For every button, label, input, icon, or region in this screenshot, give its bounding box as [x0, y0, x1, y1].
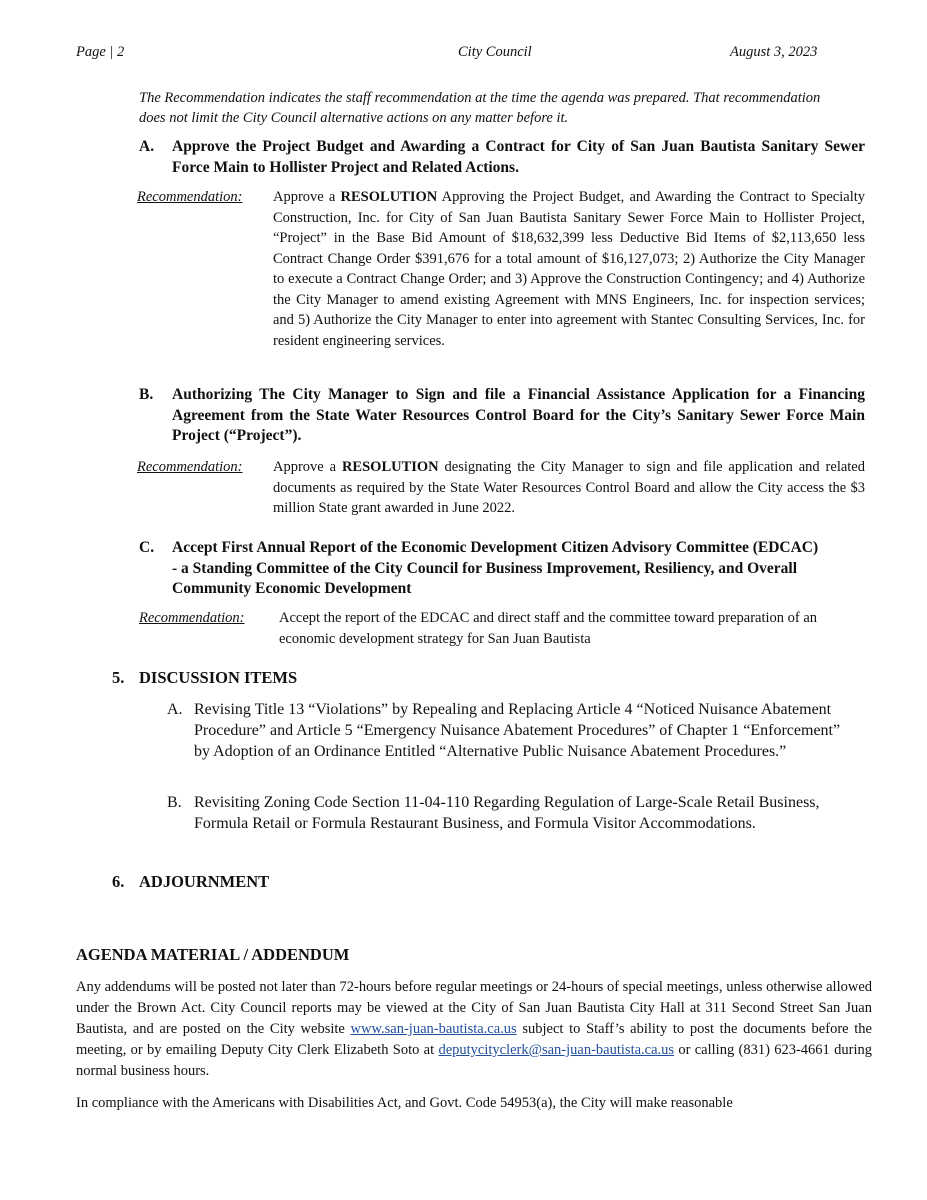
recommendation-text	[273, 457, 865, 519]
addendum-paragraph	[76, 977, 872, 1082]
section-number: 5.	[112, 668, 125, 687]
item-letter: B.	[167, 794, 182, 811]
recommendation-label: Recommendation:	[137, 459, 243, 475]
rec-bold: RESOLUTION	[340, 189, 438, 205]
email-link[interactable]: deputycityclerk@san-juan-bautista.ca.us	[438, 1042, 675, 1058]
item-letter: C.	[139, 539, 155, 556]
item-title: Accept First Annual Report of the Economic Development Citizen Advisory Committee (EDCAC) - a Standing Committee of the City Council for Business Improvement, Resiliency, and Overall Community Economic Development	[172, 539, 819, 597]
rec-rest: designating the City Manager to sign and file application and related documents as required by the State Water Resources Control Board and allow the City access the $3 million State grant awarded in June 2022.	[273, 459, 865, 516]
item-letter: A.	[139, 138, 155, 155]
item-letter: B.	[139, 386, 154, 403]
rec-prefix: Approve a	[273, 189, 341, 205]
recommendation-text: Accept the report of the EDCAC and direct staff and the committee toward preparation of an economic development strategy for San Juan Bautista	[279, 610, 818, 647]
recommendation-text	[273, 187, 865, 351]
agenda-material-heading: AGENDA MATERIAL / ADDENDUM	[76, 945, 350, 964]
rec-rest: Approving the Project Budget, and Awarding the Contract to Specialty Construction, Inc. for City of San Juan Bautista Sanitary Sewer Force Main to Hollister Project, “Project” in the Base Bid Amount of $18,632,399 less Deductive Bid Items of $2,113,650 less Contract Change Order $391,676 for a total amount of $16,127,073; 2) Authorize the City Manager to execute a Contract Change Order; and 3) Approve the Construction Contingency; and 4) Authorize the City Manager to amend existing Agreement with MNS Engineers, Inc. for inspection services; and 5) Authorize the City Manager to enter into agreement with Stantec Consulting Services, Inc. for resident engineering services.	[273, 189, 865, 349]
section-title: ADJOURNMENT	[139, 872, 270, 891]
recommendation-label: Recommendation:	[137, 189, 243, 205]
item-title: Authorizing The City Manager to Sign and file a Financial Assistance Application for a Financing Agreement from the State Water Resources Control Board for the City’s Sanitary Sewer Force Main Project (“Project”).	[172, 386, 865, 444]
addendum-text: subject to Staff’s ability to post the documents before the meeting, or by emailing Deputy City Clerk Elizabeth Soto at	[76, 1021, 872, 1058]
item-letter: A.	[167, 701, 183, 718]
item-text: Revisiting Zoning Code Section 11-04-110 Regarding Regulation of Large-Scale Retail Business, Formula Retail or Formula Restaurant Business, and Formula Visitor Accommodations.	[194, 794, 820, 832]
item-title: Approve the Project Budget and Awarding a Contract for City of San Juan Bautista Sanitary Sewer Force Main to Hollister Project and Related Actions.	[172, 138, 865, 176]
addendum-text: or calling (831) 623-4661 during normal business hours.	[76, 1042, 872, 1079]
rec-prefix: Approve a	[273, 459, 342, 475]
website-link[interactable]: www.san-juan-bautista.ca.us	[350, 1021, 517, 1037]
header-date: August 3, 2023	[730, 44, 818, 60]
section-title: DISCUSSION ITEMS	[139, 668, 298, 687]
page-number: Page | 2	[76, 44, 125, 60]
header-title: City Council	[458, 44, 532, 60]
addendum-text: Any addendums will be posted not later than 72-hours before regular meetings or 24-hours of special meetings, unless otherwise allowed under the Brown Act. City Council reports may be viewed at the City of San Juan Bautista City Hall at 311 Second Street San Juan Bautista, and are posted on the City website	[76, 979, 872, 1037]
item-text: Revising Title 13 “Violations” by Repealing and Replacing Article 4 “Noticed Nuisance Abatement Procedure” and Article 5 “Emergency Nuisance Abatement Procedures” of Chapter 1 “Enforcement” by Adoption of an Ordinance Entitled “Alternative Public Nuisance Abatement Procedures.”	[194, 701, 841, 760]
section-number: 6.	[112, 872, 125, 891]
ada-paragraph: In compliance with the Americans with Disabilities Act, and Govt. Code 54953(a), the City will make reasonable	[76, 1095, 733, 1111]
recommendation-label: Recommendation:	[139, 610, 245, 626]
rec-bold: RESOLUTION	[341, 459, 439, 475]
recommendation-note: The Recommendation indicates the staff recommendation at the time the agenda was prepared. That recommendation does not limit the City Council alternative actions on any matter before it.	[139, 90, 821, 126]
